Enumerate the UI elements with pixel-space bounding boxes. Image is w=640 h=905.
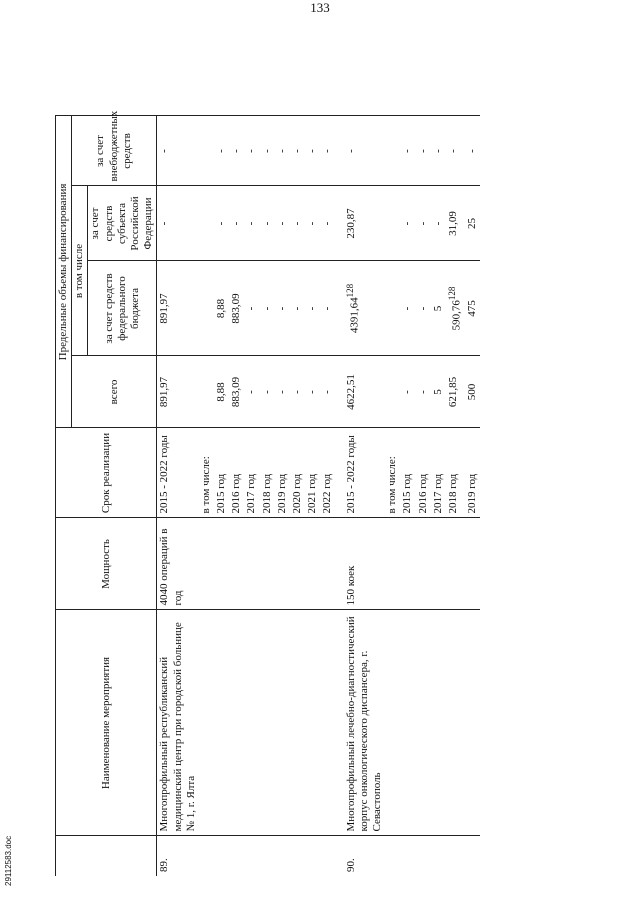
cell-num <box>244 836 259 876</box>
cell-term <box>229 428 244 518</box>
cell-name <box>400 610 415 836</box>
cell-num <box>214 836 229 876</box>
cell-extra <box>214 116 229 186</box>
cell-name <box>157 610 199 836</box>
cell-capacity <box>214 518 229 610</box>
cell-capacity <box>465 518 480 610</box>
cell-subject <box>305 186 320 261</box>
cell-extra-text: - <box>230 149 243 153</box>
cell-total-text: 5 <box>431 389 444 395</box>
cell-total <box>344 356 386 428</box>
cell-subject-text: - <box>260 221 273 226</box>
cell-capacity <box>199 518 214 610</box>
cell-capacity <box>385 518 400 610</box>
cell-federal-text: 891,97 <box>158 293 171 324</box>
cell-federal <box>199 261 214 356</box>
cell-extra <box>465 116 480 186</box>
table-row <box>400 116 415 876</box>
cell-num <box>344 836 386 876</box>
cell-extra-text: - <box>260 149 273 153</box>
cell-extra-text: - <box>446 149 459 153</box>
cell-term <box>344 428 386 518</box>
cell-federal <box>157 261 199 356</box>
cell-federal <box>446 261 465 356</box>
cell-total-text: - <box>401 390 414 394</box>
cell-capacity <box>431 518 446 610</box>
cell-total-text: 500 <box>465 383 478 401</box>
cell-total <box>305 356 320 428</box>
cell-extra-text: - <box>158 149 171 153</box>
table-row <box>344 116 386 876</box>
cell-extra <box>416 116 431 186</box>
cell-federal-text: - <box>291 306 303 311</box>
cell-subject <box>465 186 480 261</box>
cell-num <box>446 836 465 876</box>
table-body <box>157 116 480 876</box>
table-row <box>275 116 290 876</box>
cell-num <box>431 836 446 876</box>
cell-term-text: 2018 год <box>260 473 273 514</box>
cell-subject-text: - <box>401 221 414 226</box>
cell-extra-text: - <box>306 149 319 153</box>
cell-name <box>275 610 290 836</box>
cell-total <box>416 356 431 428</box>
header-num <box>56 836 157 876</box>
cell-extra <box>320 116 335 186</box>
cell-term <box>214 428 229 518</box>
cell-total-text: 883,09 <box>230 376 243 408</box>
cell-term-text: в том числе: <box>199 456 212 514</box>
cell-federal-text: - <box>416 306 429 311</box>
cell-extra-text: - <box>401 149 414 153</box>
cell-extra-text: - <box>344 149 357 153</box>
cell-total <box>157 356 199 428</box>
header-capacity: Мощность <box>56 518 157 610</box>
cell-federal-text: - <box>306 306 319 311</box>
cell-extra <box>305 116 320 186</box>
cell-extra-text: - <box>275 149 288 153</box>
table-row <box>260 116 275 876</box>
table-row <box>320 116 335 876</box>
cell-name <box>446 610 465 836</box>
table-row <box>385 116 400 876</box>
cell-federal-text: - <box>245 306 258 311</box>
cell-num <box>416 836 431 876</box>
cell-term <box>400 428 415 518</box>
cell-subject <box>244 186 259 261</box>
cell-term <box>199 428 214 518</box>
cell-federal-text: - <box>321 306 334 311</box>
cell-federal-text: - <box>401 306 414 311</box>
cell-federal <box>385 261 400 356</box>
table-row <box>465 116 480 876</box>
cell-term <box>385 428 400 518</box>
cell-subject <box>344 186 386 261</box>
cell-term <box>260 428 275 518</box>
header-term: Срок реализации <box>56 428 157 518</box>
cell-subject-text: - <box>321 221 334 226</box>
cell-term <box>416 428 431 518</box>
cell-extra <box>199 116 214 186</box>
cell-extra <box>275 116 290 186</box>
header-subject: за счет средств субъекта Российской Федерации <box>88 186 157 261</box>
cell-federal <box>431 261 446 356</box>
cell-extra <box>400 116 415 186</box>
cell-name <box>465 610 480 836</box>
cell-total-text: - <box>416 390 429 394</box>
cell-total-text: - <box>260 390 273 394</box>
cell-subject <box>214 186 229 261</box>
footnote-ref: 128 <box>446 286 457 301</box>
table-row <box>431 116 446 876</box>
cell-subject-text: 31,09 <box>446 211 459 236</box>
cell-federal <box>214 261 229 356</box>
cell-federal-text: 5 <box>431 305 444 312</box>
header-total: всего <box>72 356 157 428</box>
cell-term <box>305 428 320 518</box>
cell-num <box>385 836 400 876</box>
cell-name-text: Многопрофильный республиканский медицинский центр при городской больнице № 1, г. Ялта <box>158 622 197 832</box>
table-row <box>214 116 229 876</box>
cell-subject <box>320 186 335 261</box>
cell-subject <box>446 186 465 261</box>
cell-term-text: 2020 год <box>291 473 303 514</box>
cell-total <box>400 356 415 428</box>
cell-term-text: 2019 год <box>275 473 288 514</box>
cell-capacity <box>400 518 415 610</box>
cell-capacity <box>305 518 320 610</box>
cell-federal-text: 590,76 <box>450 300 463 331</box>
cell-total-text: - <box>275 390 288 394</box>
cell-federal <box>305 261 320 356</box>
cell-total <box>465 356 480 428</box>
cell-name <box>385 610 400 836</box>
cell-num <box>465 836 480 876</box>
cell-federal <box>320 261 335 356</box>
cell-capacity <box>290 518 305 610</box>
cell-subject <box>275 186 290 261</box>
cell-subject <box>290 186 305 261</box>
cell-term-text: 2015 год <box>401 473 414 514</box>
funding-table <box>55 110 480 876</box>
cell-total-text: 891,97 <box>158 376 171 408</box>
header-name: Наименование мероприятия <box>56 610 157 836</box>
cell-name-text: Многопрофильный лечебно-диагностический корпус онкологического диспансера, г. Севастополь <box>344 616 383 832</box>
cell-num <box>275 836 290 876</box>
cell-total <box>260 356 275 428</box>
cell-subject <box>260 186 275 261</box>
cell-total <box>385 356 400 428</box>
cell-total-text: - <box>291 390 303 394</box>
cell-federal <box>229 261 244 356</box>
cell-term <box>431 428 446 518</box>
cell-subject-text: - <box>245 221 258 226</box>
cell-federal <box>465 261 480 356</box>
cell-num <box>305 836 320 876</box>
cell-federal-text: 8,88 <box>215 298 228 319</box>
cell-subject-text: - <box>306 221 319 226</box>
cell-subject <box>157 186 199 261</box>
cell-capacity-text: 150 коек <box>344 565 357 606</box>
cell-extra <box>229 116 244 186</box>
cell-federal <box>244 261 259 356</box>
cell-federal <box>416 261 431 356</box>
cell-num <box>290 836 305 876</box>
cell-subject-text: - <box>291 221 303 226</box>
cell-extra <box>431 116 446 186</box>
cell-total <box>431 356 446 428</box>
cell-capacity <box>244 518 259 610</box>
cell-extra <box>244 116 259 186</box>
cell-capacity <box>344 518 386 610</box>
cell-federal <box>400 261 415 356</box>
page-number: 133 <box>310 0 330 15</box>
cell-total-text: 8,88 <box>215 382 228 402</box>
cell-name <box>244 610 259 836</box>
cell-total-text: 621,85 <box>446 376 459 408</box>
cell-total <box>229 356 244 428</box>
cell-term <box>320 428 335 518</box>
row-gap <box>336 116 344 876</box>
cell-total <box>446 356 465 428</box>
cell-term <box>446 428 465 518</box>
cell-subject-text: 25 <box>465 218 478 229</box>
cell-term-text: 2015 - 2022 годы <box>158 435 171 514</box>
footnote-ref: 128 <box>344 283 355 298</box>
cell-subject-text: 230,87 <box>344 208 357 239</box>
cell-capacity <box>260 518 275 610</box>
cell-extra <box>385 116 400 186</box>
cell-term-text: 2019 год <box>465 473 478 514</box>
cell-total <box>320 356 335 428</box>
cell-capacity-text: 4040 операций в год <box>158 528 184 606</box>
cell-term <box>290 428 305 518</box>
cell-extra-text: - <box>215 149 228 153</box>
cell-term-text: 2017 год <box>431 473 444 514</box>
cell-federal-text: 4391,64 <box>348 297 361 334</box>
cell-term <box>465 428 480 518</box>
cell-extra-text: - <box>245 149 258 153</box>
table-row <box>446 116 465 876</box>
cell-federal <box>260 261 275 356</box>
table-row <box>157 116 199 876</box>
cell-name <box>416 610 431 836</box>
cell-total <box>244 356 259 428</box>
header-federal: за счет средств федерального бюджета <box>88 261 157 356</box>
cell-extra <box>290 116 305 186</box>
table-row <box>229 116 244 876</box>
cell-term-text: 2018 год <box>446 473 459 514</box>
cell-num <box>199 836 214 876</box>
cell-total-text: - <box>306 390 319 394</box>
cell-subject-text: - <box>431 221 444 226</box>
cell-total <box>290 356 305 428</box>
cell-subject <box>416 186 431 261</box>
cell-subject <box>199 186 214 261</box>
cell-subject-text: - <box>230 221 243 226</box>
cell-extra <box>344 116 386 186</box>
cell-term-text: 2015 - 2022 годы <box>344 435 357 514</box>
cell-name <box>214 610 229 836</box>
cell-capacity <box>416 518 431 610</box>
cell-federal <box>344 261 386 356</box>
cell-subject-text: - <box>158 221 171 226</box>
cell-capacity <box>229 518 244 610</box>
cell-term-text: 2022 год <box>321 473 334 514</box>
cell-federal-text: 883,09 <box>230 293 243 324</box>
cell-num <box>320 836 335 876</box>
cell-total-text: 4622,51 <box>344 374 357 410</box>
rotated-table-wrapper <box>55 110 640 876</box>
cell-num-text: 90. <box>344 858 357 872</box>
cell-extra <box>157 116 199 186</box>
cell-subject-text: - <box>215 221 228 226</box>
cell-name <box>260 610 275 836</box>
cell-name <box>290 610 305 836</box>
table-row <box>416 116 431 876</box>
cell-extra <box>260 116 275 186</box>
cell-subject <box>400 186 415 261</box>
cell-term-text: 2017 год <box>245 473 258 514</box>
cell-term-text: в том числе: <box>386 456 399 514</box>
cell-total-text: - <box>321 390 334 394</box>
cell-term-text: 2016 год <box>230 473 243 514</box>
footer-filename: 29112583.doc <box>4 835 13 886</box>
cell-total <box>214 356 229 428</box>
cell-name <box>305 610 320 836</box>
cell-subject-text: - <box>275 221 288 226</box>
cell-capacity <box>320 518 335 610</box>
table-row <box>199 116 214 876</box>
cell-term-text: 2015 год <box>215 473 228 514</box>
cell-capacity <box>157 518 199 610</box>
cell-num <box>229 836 244 876</box>
cell-federal-text: 475 <box>465 300 478 317</box>
cell-subject <box>229 186 244 261</box>
header-incl: в том числе <box>72 186 88 356</box>
table-row <box>244 116 259 876</box>
cell-term-text: 2021 год <box>306 473 319 514</box>
cell-extra-text: - <box>416 149 429 153</box>
cell-total <box>199 356 214 428</box>
cell-name <box>320 610 335 836</box>
cell-extra-text: - <box>321 149 334 153</box>
cell-name <box>431 610 446 836</box>
cell-name <box>229 610 244 836</box>
cell-federal <box>275 261 290 356</box>
cell-num-text: 89. <box>158 858 171 872</box>
cell-federal-text: - <box>260 306 273 311</box>
header-funding-group: Предельные объемы финансирования <box>56 116 72 428</box>
cell-term-text: 2016 год <box>416 473 429 514</box>
cell-num <box>260 836 275 876</box>
cell-subject <box>385 186 400 261</box>
cell-total <box>275 356 290 428</box>
cell-num <box>157 836 199 876</box>
cell-extra-text: - <box>291 149 303 153</box>
cell-term <box>157 428 199 518</box>
cell-name <box>199 610 214 836</box>
table-row <box>290 116 305 876</box>
cell-term <box>244 428 259 518</box>
cell-name <box>344 610 386 836</box>
cell-subject-text: - <box>416 221 429 226</box>
cell-term <box>275 428 290 518</box>
cell-extra <box>446 116 465 186</box>
cell-capacity <box>446 518 465 610</box>
cell-extra-text: - <box>465 149 478 153</box>
cell-federal-text: - <box>275 306 288 311</box>
cell-extra-text: - <box>431 149 444 153</box>
cell-federal <box>290 261 305 356</box>
cell-total-text: - <box>245 390 258 394</box>
cell-num <box>400 836 415 876</box>
table-row <box>305 116 320 876</box>
cell-capacity <box>275 518 290 610</box>
cell-subject <box>431 186 446 261</box>
header-extra: за счет внебюджетных средств <box>72 116 157 186</box>
